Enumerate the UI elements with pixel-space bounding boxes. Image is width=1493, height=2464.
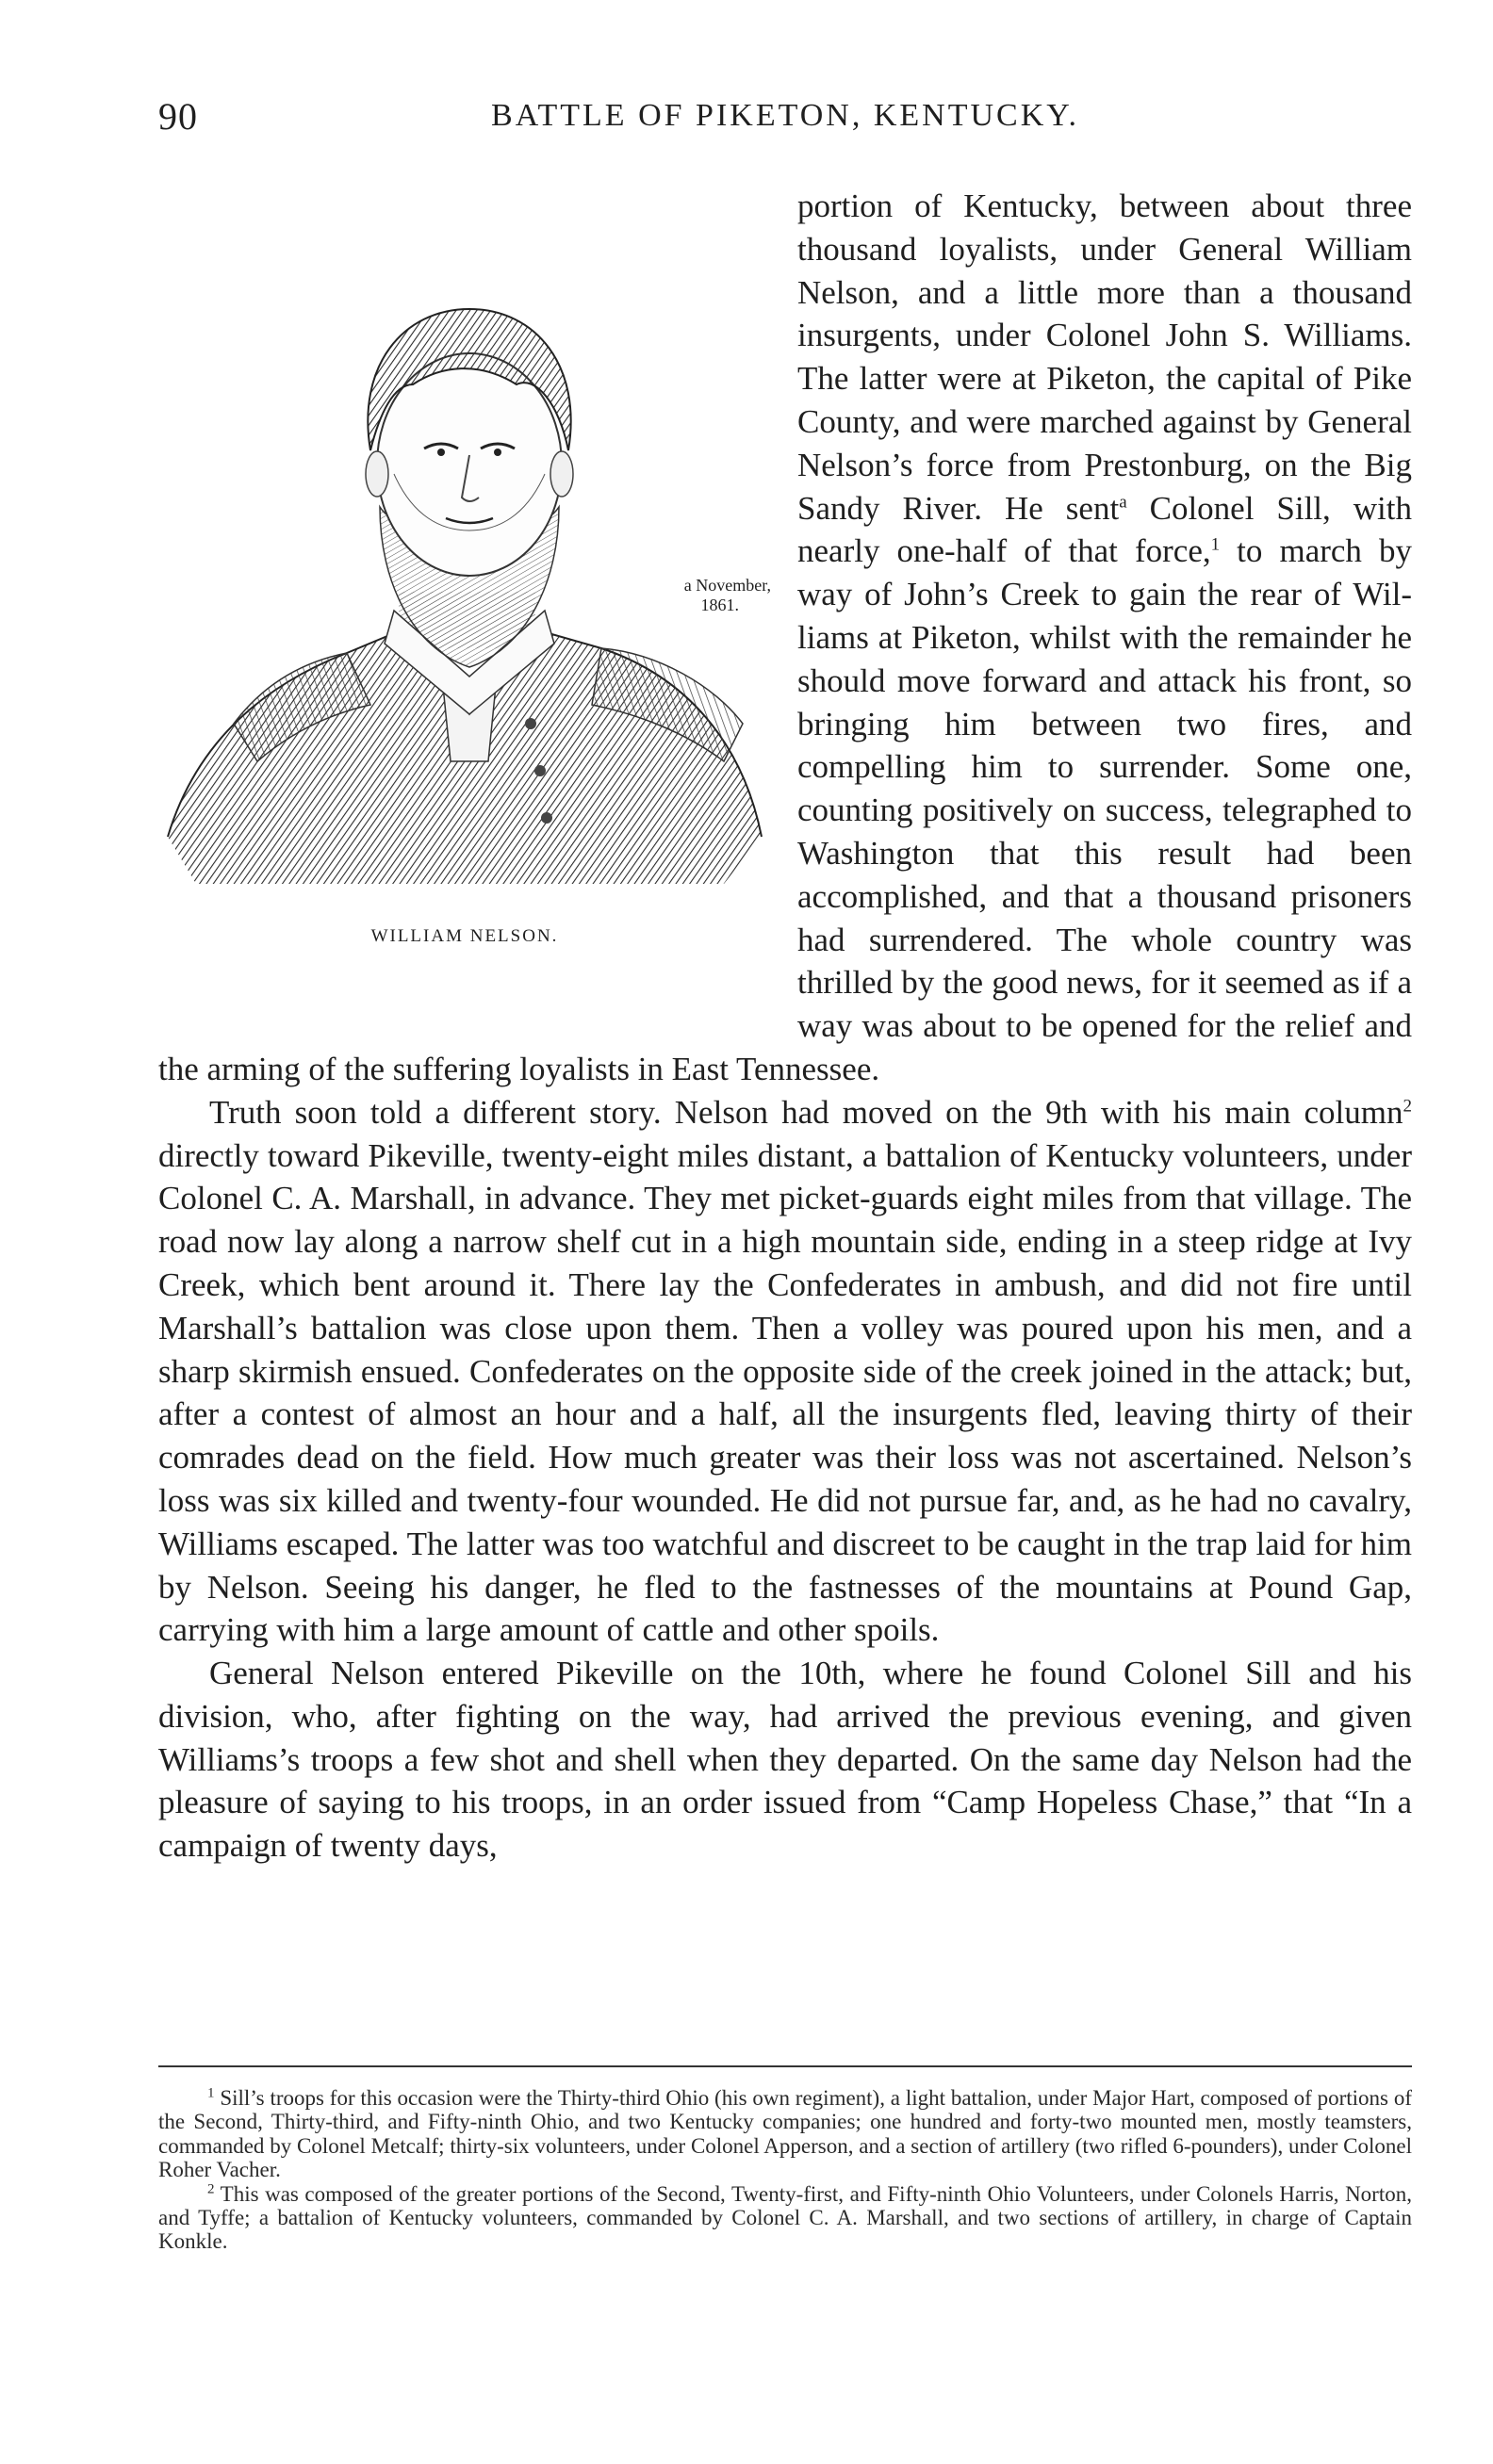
footnote-1-text: Sill’s troops for this occasion were the Thirty-third Ohio (his own regiment), a light battalion, under Major Hart, composed of portions of the Second, Thirty-third, and Fifty-ninth Ohio, and two Kentucky companies; one hundred and forty-two mounted men, mostly teamsters, commanded by Colonel Metcalf; thirty-six volunteers, under Colonel Apperson, and a section of artillery (two rifled 6-pounders), under Colonel Roher Vacher.	[158, 2086, 1412, 2182]
paragraph-3: General Nelson entered Pikeville on the 10th, where he found Colonel Sill and his division, who, after fighting on the way, had arrived the previous evening, and given Williams’s troops a few shot and shell when they departed. On the same day Nelson had the pleasure of saying to his troops, in an order issued from “Camp Hopeless Chase,” that “In a campaign of twenty days,	[158, 1655, 1412, 1865]
figure	[158, 271, 790, 1035]
body-text	[158, 185, 1412, 1868]
footnote-1-marker: 1	[207, 2085, 215, 2101]
portrait-caption: WILLIAM NELSON.	[370, 926, 559, 946]
paragraph-1	[158, 185, 1412, 1091]
running-title: BATTLE OF PIKETON, KENTUCKY.	[491, 98, 1079, 133]
footnote-ref-2[interactable]: 2	[1403, 1096, 1412, 1117]
footnote-divider	[158, 2065, 1412, 2067]
margin-date-note	[526, 576, 771, 615]
footnote-2	[158, 2182, 1412, 2254]
paragraph-2	[158, 1091, 1412, 1652]
page-header	[158, 94, 1412, 151]
margin-note-year: 1861.	[700, 596, 739, 614]
footnote-2-marker: 2	[207, 2180, 215, 2196]
paragraph-1-text-a: portion of Kentucky, between about three thousand loyalists, under General William Nelson, and a little more than a thousand insurgents, under Colonel John S. Williams. The latter were at Piketon, the capital of Pike County, and were marched against by General Nelson’s force from Prestonburg, on the Big Sandy River. He sent	[797, 188, 1412, 527]
paragraph-2-text-b: directly toward Pikeville, twenty-eight miles distant, a battalion of Kentucky volunteers, under Colonel C. A. Marshall, in advance. They met picket-guards eight miles from that village. The road now lay along a narrow shelf cut in a high mountain side, ending in a steep ridge at Ivy Creek, which bent around it. There lay the Confederates in ambush, and did not fire until Marshall’s battalion was close upon them. Then a volley was poured upon his men, and a sharp skirmish ensued. Confederates on the opposite side of the creek joined in the attack; but, after a contest of almost an hour and a half, all the insurgents fled, leaving thirty of their comrades dead on the field. How much greater was their loss was not ascertained. Nelson’s loss was six killed and twenty-four wounded. He did not pursue far, and, as he had no cavalry, Williams escaped. The latter was too watchful and discreet to be caught in the trap laid for him by Nelson. Seeing his danger, he fled to the fastnesses of the mountains at Pound Gap, carrying with him a large amount of cattle and other spoils.	[158, 1136, 1412, 1649]
footnote-ref-1[interactable]: 1	[1210, 534, 1221, 555]
footnote-1	[158, 2086, 1412, 2182]
margin-note-month: a November,	[683, 576, 771, 595]
paragraph-1-text-b: Colonel Sill, with nearly one-half of that force,	[797, 489, 1412, 570]
paragraph-1-text-c: to march by way of John’s Creek to gain the rear of Williams at Piketon, whilst with the remainder he should move forward and attack his front, so bringing him between two fires, and compelling him to surrender. Some one, counting positively on success, telegraphed to Washington that this result had been accomplished, and that a thousand prisoners had surrendered. The whole country was thrilled by the good news, for it seemed as if a way was about to be opened for the relief and the arming of the suffering loyalists in East Tennessee.	[158, 532, 1412, 1087]
paragraph-2-text-a: Truth soon told a different story. Nelson had moved on the 9th with his main column	[209, 1093, 1403, 1131]
footnote-2-text: This was composed of the greater portions of the Second, Twenty-first, and Fifty-ninth Ohio Volunteers, under Colonels Harris, Norton, and Tyffe; a battalion of Kentucky volunteers, commanded by Colonel C. A. Marshall, and two sections of artillery, in charge of Captain Konkle.	[158, 2181, 1412, 2254]
page-number: 90	[158, 95, 198, 138]
margin-note-marker: a	[1119, 491, 1127, 512]
footnotes	[158, 2086, 1412, 2254]
